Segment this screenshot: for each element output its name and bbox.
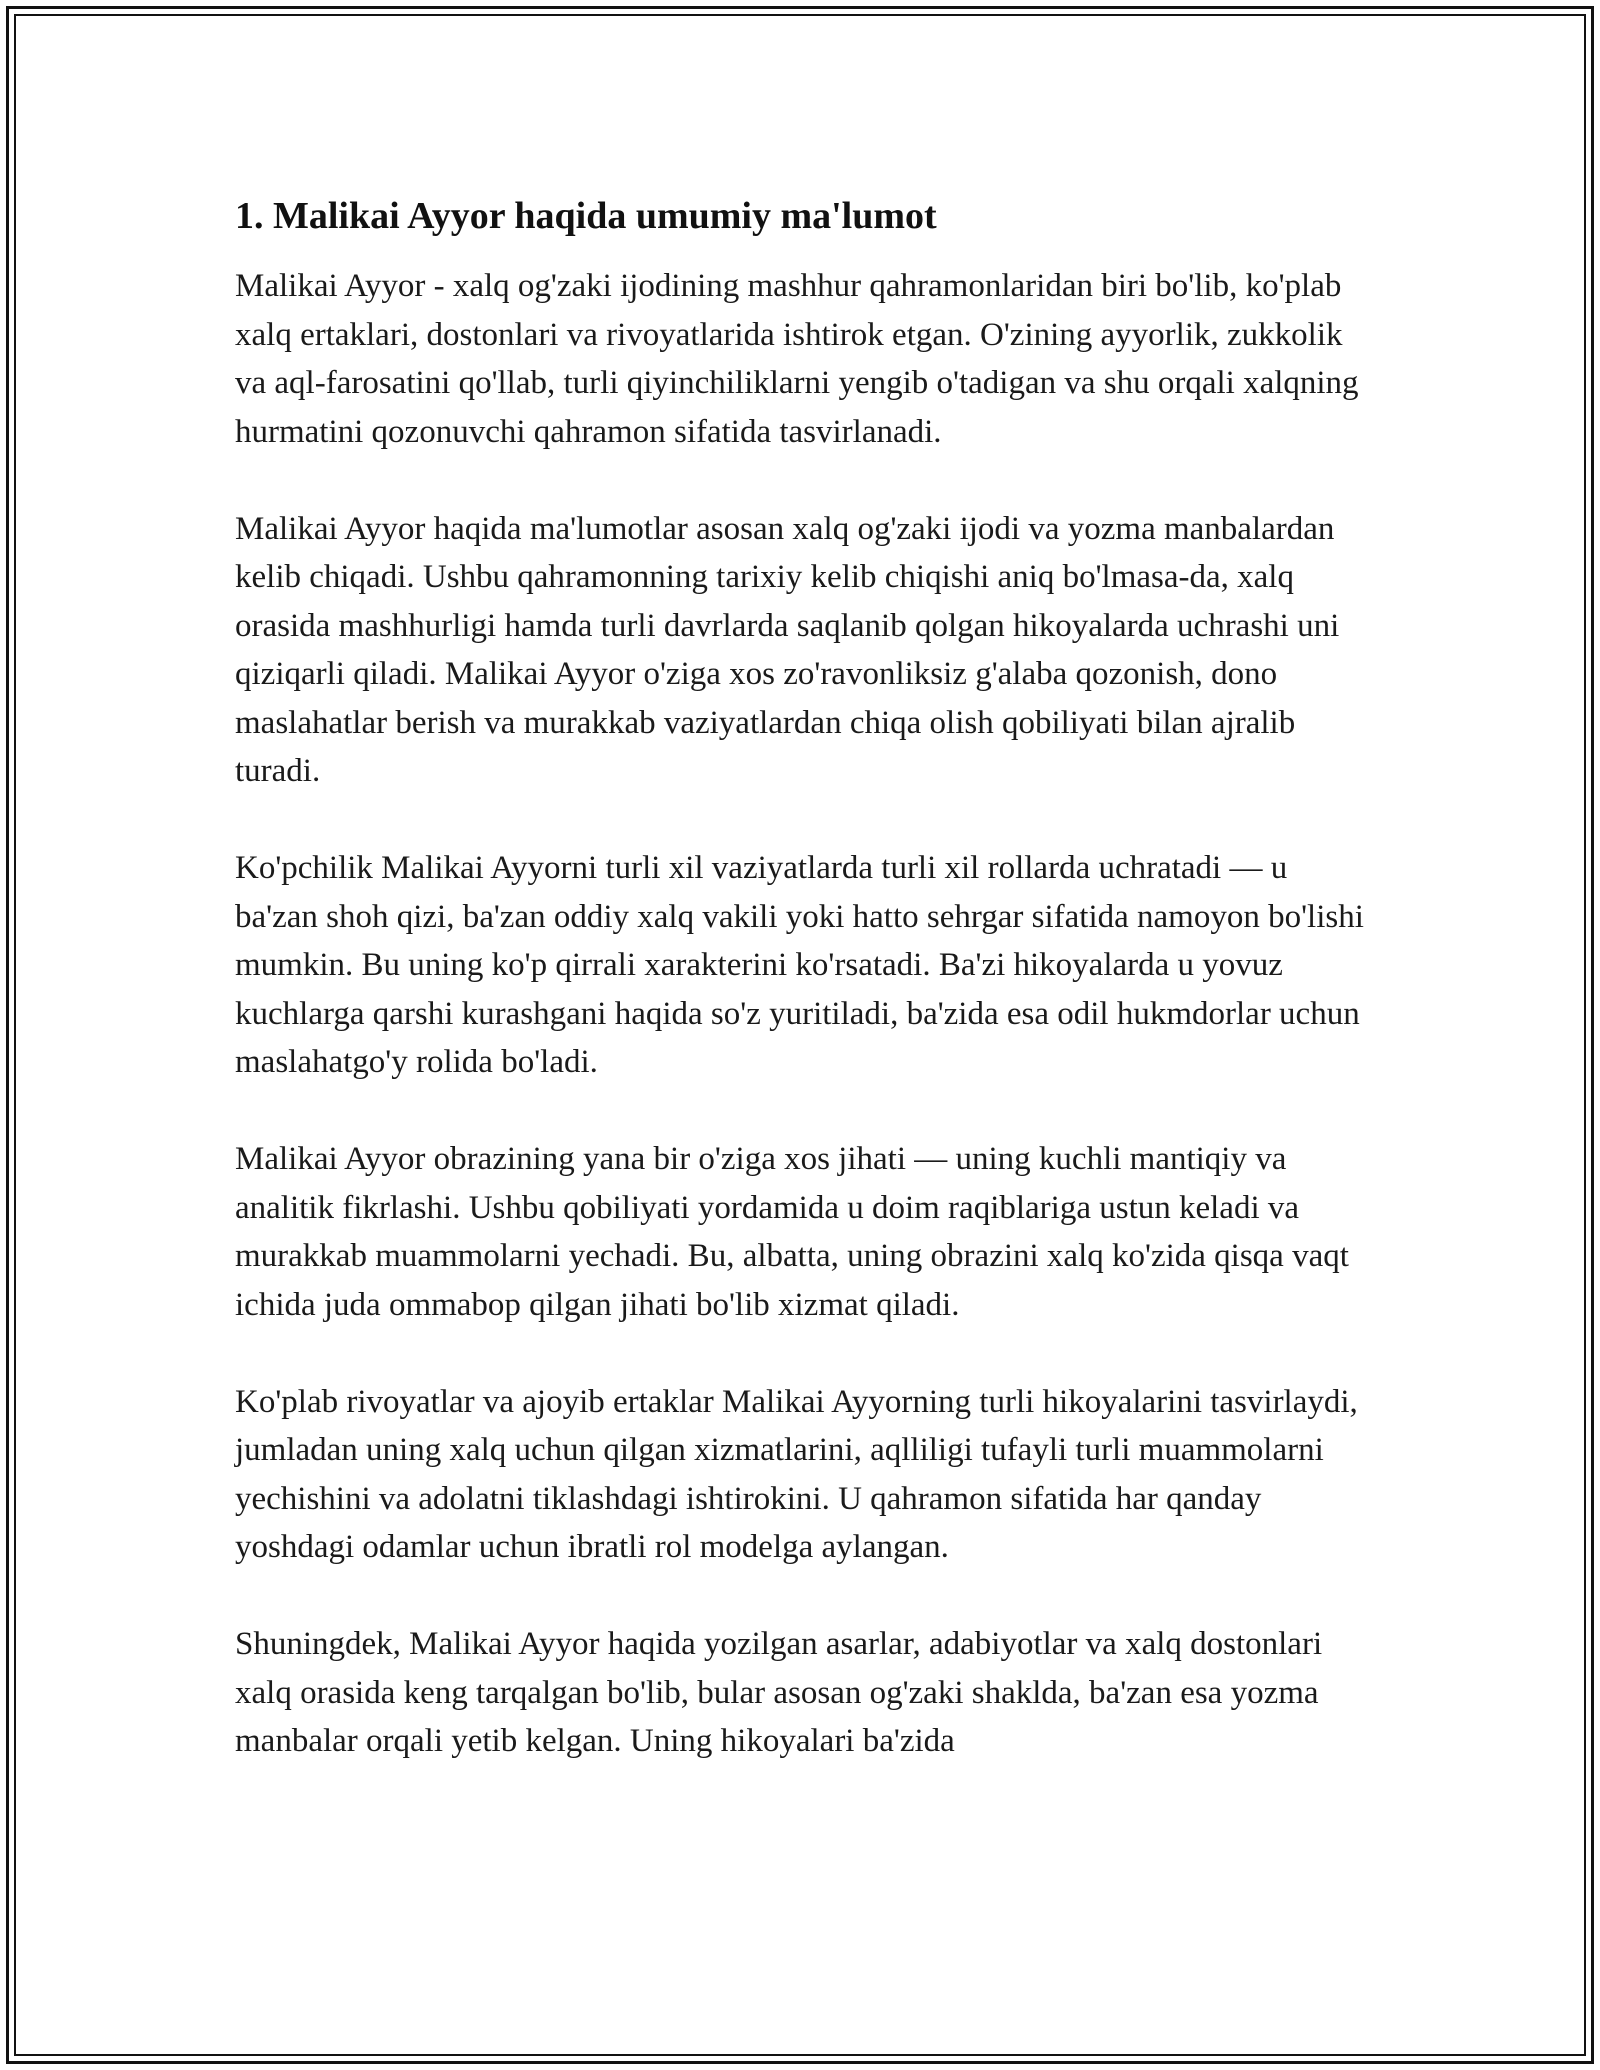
- paragraph-3: Ko'pchilik Malikai Ayyorni turli xil vaziyatlarda turli xil rollarda uchratadi — u ba'zan shoh qizi, ba'zan oddiy xalq vakili yoki hatto sehrgar sifatida namoyon bo'lishi mumkin. Bu uning ko'p qirrali xarakterini ko'rsatadi. Ba'zi hikoyalarda u yovuz kuchlarga qarshi kurashgani haqida so'z yuritiladi, ba'zida esa odil hukmdorlar uchun maslahatgo'y rolida bo'ladi.: [235, 850, 1364, 1080]
- document-body: [235, 190, 1375, 1814]
- paragraph-6: Shuningdek, Malikai Ayyor haqida yozilgan asarlar, adabiyotlar va xalq dostonlari xalq orasida keng tarqalgan bo'lib, bular asosan og'zaki shaklda, ba'zan esa yozma manbalar orqali yetib kelgan. Uning hikoyalari ba'zida: [235, 1626, 1323, 1759]
- paragraph-2: Malikai Ayyor haqida ma'lumotlar asosan xalq og'zaki ijodi va yozma manbalardan kelib chiqadi. Ushbu qahramonning tarixiy kelib chiqishi aniq bo'lmasa-da, xalq orasida mashhurligi hamda turli davrlarda saqlanib qolgan hikoyalarda uchrashi uni qiziqarli qiladi. Malikai Ayyor o'ziga xos zo'ravonliksiz g'alaba qozonish, dono maslahatlar berish va murakkab vaziyatlardan chiqa olish qobiliyati bilan ajralib turadi.: [235, 510, 1340, 789]
- paragraph-4: Malikai Ayyor obrazining yana bir o'ziga xos jihati — uning kuchli mantiqiy va analitik fikrlashi. Ushbu qobiliyati yordamida u doim raqiblariga ustun keladi va murakkab muammolarni yechadi. Bu, albatta, uning obrazini xalq ko'zida qisqa vaqt ichida juda ommabop qilgan jihati bo'lib xizmat qiladi.: [235, 1141, 1349, 1323]
- section-title: 1. Malikai Ayyor haqida umumiy ma'lumot: [235, 195, 937, 237]
- paragraph-5: Ko'plab rivoyatlar va ajoyib ertaklar Malikai Ayyorning turli hikoyalarini tasvirlaydi, jumladan uning xalq uchun qilgan xizmatlarini, aqlliligi tufayli turli muammolarni yechishini va adolatni tiklashdagi ishtirokini. U qahramon sifatida har qanday yoshdagi odamlar uchun ibratli rol modelga aylangan.: [235, 1383, 1358, 1565]
- paragraph-1: Malikai Ayyor - xalq og'zaki ijodining mashhur qahramonlaridan biri bo'lib, ko'plab xalq ertaklari, dostonlari va rivoyatlarida ishtirok etgan. O'zining ayyorlik, zukkolik va aql-farosatini qo'llab, turli qiyinchiliklarni yengib o'tadigan va shu orqali xalqning hurmatini qozonuvchi qahramon sifatida tasvirlanadi.: [235, 268, 1359, 450]
